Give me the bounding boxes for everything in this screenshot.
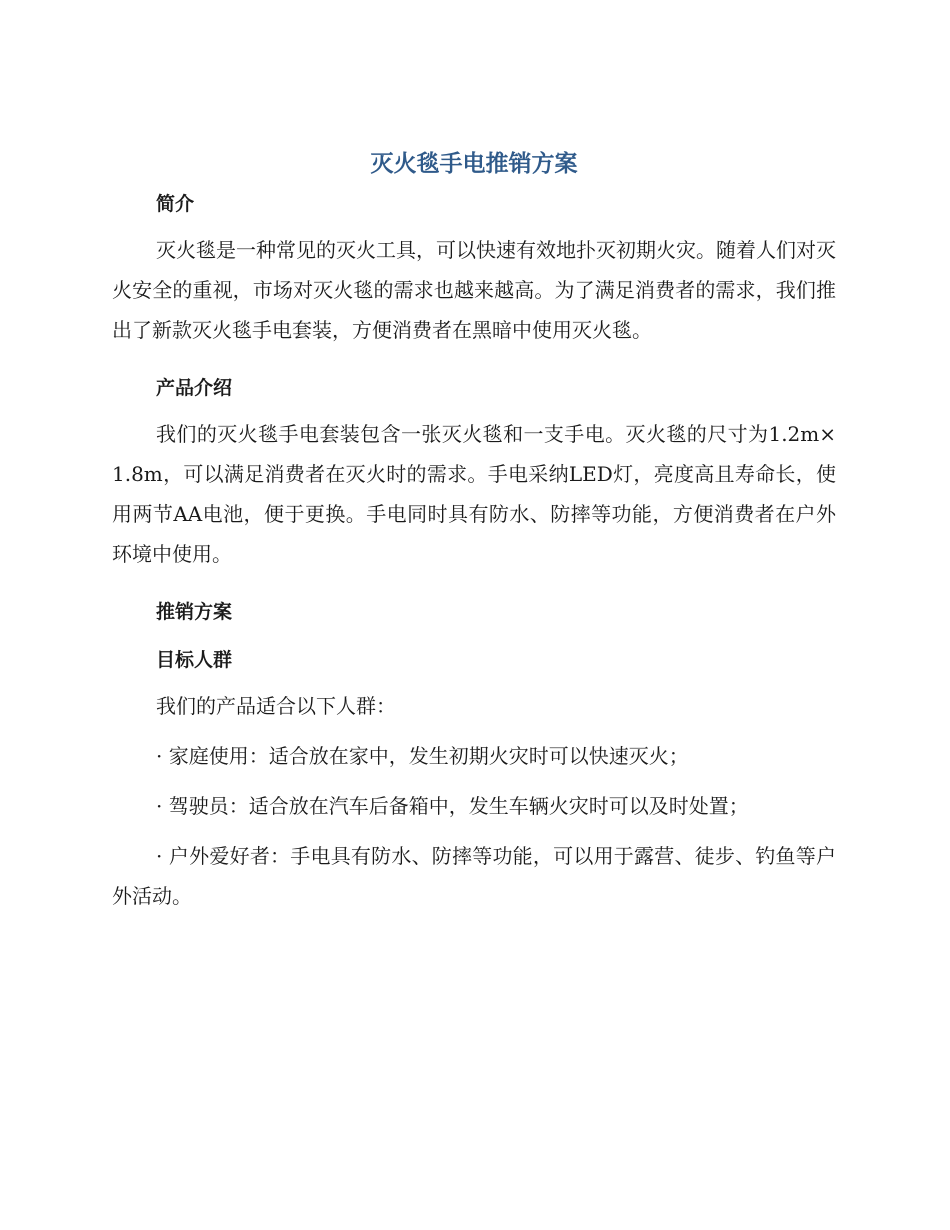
intro-paragraph: 灭火毯是一种常见的灭火工具，可以快速有效地扑灭初期火灾。随着人们对灭火安全的重视，市场对灭火毯的需求也越来越高。为了满足消费者的需求，我们推出了新款灭火毯手电套装，方便消费者在黑暗中使用灭火毯。 (112, 238, 836, 342)
document-body (112, 140, 836, 916)
section-heading-target: 目标人群 (156, 649, 233, 671)
list-item: · 户外爱好者：手电具有防水、防摔等功能，可以用于露营、徒步、钓鱼等户外活动。 (112, 844, 836, 908)
list-item: · 驾驶员：适合放在汽车后备箱中，发生车辆火灾时可以及时处置； (156, 794, 749, 818)
document-title: 灭火毯手电推销方案 (370, 151, 578, 177)
section-heading-intro: 简介 (156, 193, 195, 215)
target-intro-paragraph: 我们的产品适合以下人群： (156, 694, 396, 718)
list-item: · 家庭使用：适合放在家中，发生初期火灾时可以快速灭火； (156, 744, 689, 768)
section-heading-product: 产品介绍 (156, 377, 233, 399)
product-paragraph: 我们的灭火毯手电套装包含一张灭火毯和一支手电。灭火毯的尺寸为1.2m×1.8m，可以满足消费者在灭火时的需求。手电采纳LED灯，亮度高且寿命长，使用两节AA电池，便于更换。手电同时具有防水、防摔等功能，方便消费者在户外环境中使用。 (112, 422, 836, 566)
section-heading-promotion: 推销方案 (156, 601, 233, 623)
